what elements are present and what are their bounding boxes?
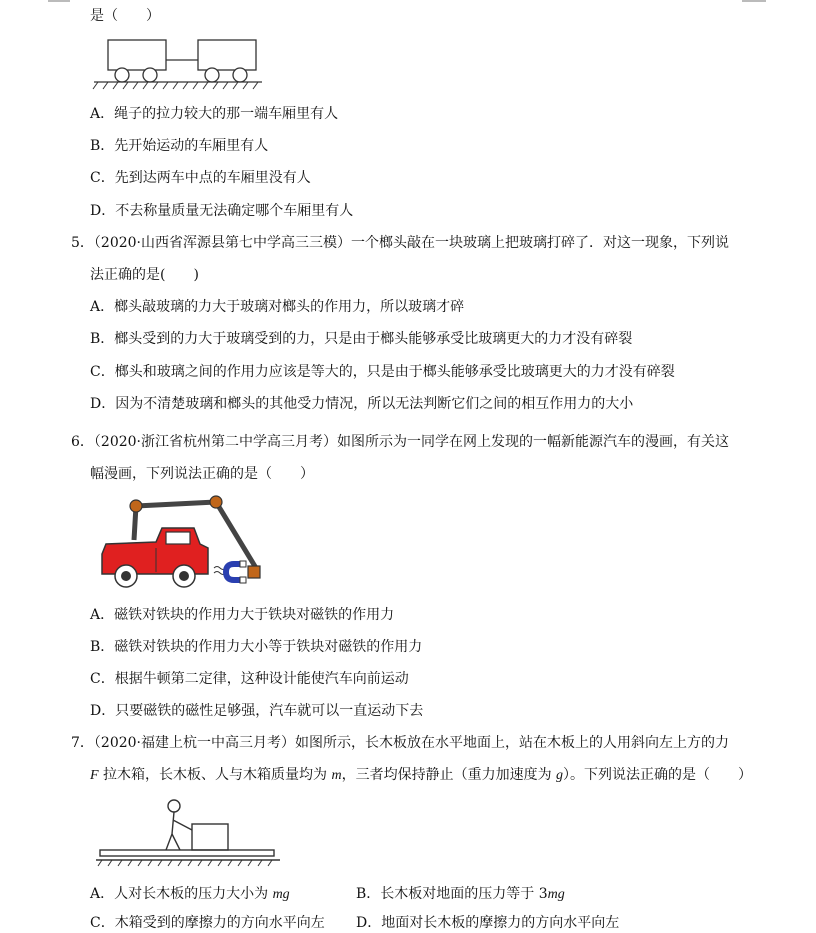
q7-stem-line1: 7．（2020·福建上杭一中高三月考）如图所示，长木板放在水平地面上，站在木板上的人用斜向左上方的力	[71, 735, 729, 751]
q6-option-b: B．磁铁对铁块的作用力大小等于铁块对磁铁的作用力	[90, 639, 423, 655]
page-edge-mark-left	[48, 0, 70, 2]
force-symbol-f: F	[90, 768, 99, 783]
q4-option-b: B．先开始运动的车厢里有人	[90, 138, 269, 154]
q4-option-d: D．不去称量质量无法确定哪个车厢里有人	[90, 203, 354, 219]
mass-symbol-m: m	[331, 768, 342, 783]
q5-stem-line2: 法正确的是( )	[90, 267, 199, 283]
magnet-car-cartoon	[96, 492, 268, 592]
q7-option-c: C．木箱受到的摩擦力的方向水平向左	[90, 915, 325, 931]
q5-option-c: C．榔头和玻璃之间的作用力应该是等大的，只是由于榔头能够承受比玻璃更大的力才没有碎裂	[90, 364, 675, 380]
q7-option-d: D．地面对长木板的摩擦力的方向水平向左	[356, 915, 620, 931]
page-edge-mark-right	[742, 0, 766, 2]
q5-option-a: A．榔头敲玻璃的力大于玻璃对榔头的作用力，所以玻璃才碎	[90, 299, 465, 315]
person-board-box-figure	[96, 794, 282, 870]
q7-option-b: B．长木板对地面的压力等于 3mg	[356, 886, 565, 902]
q6-option-a: A．磁铁对铁块的作用力大于铁块对磁铁的作用力	[90, 607, 395, 623]
q6-stem-line2: 幅漫画，下列说法正确的是（ ）	[90, 466, 314, 482]
gravity-symbol-g: g	[556, 768, 564, 783]
q6-stem-line1: 6．（2020·浙江省杭州第二中学高三月考）如图所示为一同学在网上发现的一幅新能源汽车的漫画，有关这	[71, 434, 729, 450]
q4-stem-end: 是（ ）	[90, 8, 160, 24]
q6-option-c: C．根据牛顿第二定律，这种设计能使汽车向前运动	[90, 671, 409, 687]
q4-option-c: C．先到达两车中点的车厢里没有人	[90, 170, 311, 186]
q6-option-d: D．只要磁铁的磁性足够强，汽车就可以一直运动下去	[90, 703, 424, 719]
q7-option-a: A．人对长木板的压力大小为 mg	[90, 886, 290, 902]
q4-option-a: A．绳子的拉力较大的那一端车厢里有人	[90, 106, 339, 122]
q5-option-d: D．因为不清楚玻璃和榔头的其他受力情况，所以无法判断它们之间的相互作用力的大小	[90, 396, 634, 412]
two-carriages-figure	[90, 36, 265, 94]
q5-option-b: B．榔头受到的力大于玻璃受到的力，只是由于榔头能够承受比玻璃更大的力才没有碎裂	[90, 331, 633, 347]
q5-stem-line1: 5．（2020·山西省浑源县第七中学高三三模）一个榔头敲在一块玻璃上把玻璃打碎了．对这一现象，下列说	[71, 235, 729, 251]
q7-stem-line2: F 拉木箱，长木板、人与木箱质量均为 m，三者均保持静止（重力加速度为 g）。下列说法正确的是（ ）	[90, 767, 753, 783]
